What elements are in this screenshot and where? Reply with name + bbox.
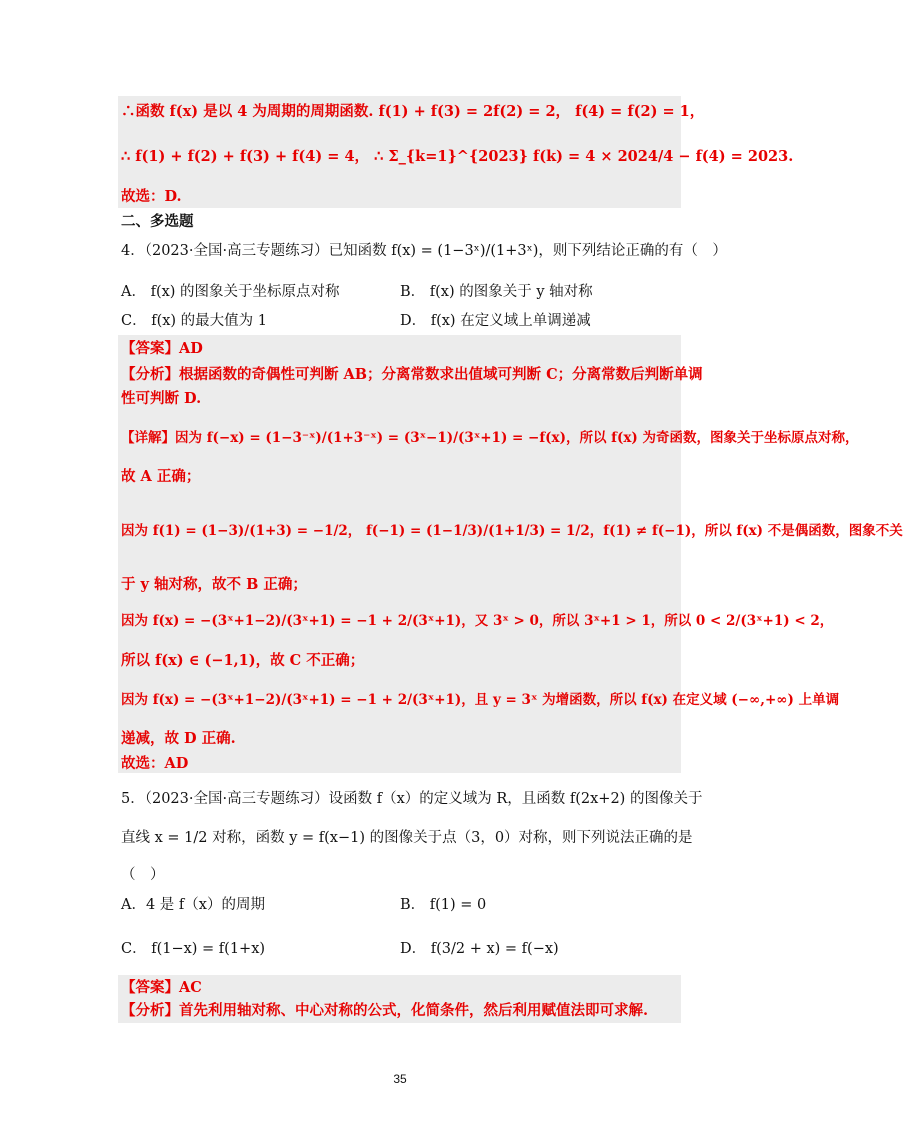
q4-detail-line-5: 因为 f(x) = −(3ˣ+1−2)/(3ˣ+1) = −1 + 2/(3ˣ+1)，又 3ˣ > 0，所以 3ˣ+1 > 1，所以 0 < 2/(3ˣ+1) < 2， — [121, 613, 834, 629]
q4-detail-line-6: 所以 f(x) ∈ (−1,1)，故 C 不正确； — [121, 652, 365, 669]
q4-option-d: D． f(x) 在定义域上单调递减 — [400, 313, 591, 329]
q5-option-c: C． f(1−x) = f(1+x) — [121, 941, 266, 957]
q5-option-a: A．4 是 f（x）的周期 — [121, 897, 265, 913]
q4-detail-line-1: 【详解】因为 f(−x) = (1−3⁻ˣ)/(1+3⁻ˣ) = (3ˣ−1)/(3ˣ+1) = −f(x)，所以 f(x) 为奇函数，图象关于坐标原点对称， — [121, 430, 859, 446]
q4-detail-line-8: 递减，故 D 正确. — [121, 730, 236, 747]
q4-analysis-line-2: 性可判断 D. — [121, 390, 202, 407]
q5-option-b: B． f(1) = 0 — [400, 897, 487, 913]
top-solution-line-1: ∴函数 f(x) 是以 4 为周期的周期函数. f(1) + f(3) = 2f(2) = 2， f(4) = f(2) = 1， — [121, 103, 705, 120]
q4-option-b: B． f(x) 的图象关于 y 轴对称 — [400, 284, 593, 300]
q5-stem-line-1: 5．（2023·全国·高三专题练习）设函数 f（x）的定义域为 R，且函数 f(2x+2) 的图像关于 — [121, 791, 703, 807]
q5-stem-line-3: （ ） — [121, 867, 165, 883]
q4-detail-line-4: 于 y 轴对称，故不 B 正确； — [121, 576, 307, 593]
q4-stem: 4．（2023·全国·高三专题练习）已知函数 f(x) = (1−3ˣ)/(1+3ˣ)，则下列结论正确的有（ ） — [121, 243, 727, 259]
q4-choice: 故选：AD — [121, 755, 189, 772]
q5-option-d: D． f(3/2 + x) = f(−x) — [400, 941, 559, 957]
q4-detail-line-2: 故 A 正确； — [121, 468, 201, 485]
page-number: 35 — [393, 1072, 407, 1086]
q5-stem-line-2: 直线 x = 1/2 对称，函数 y = f(x−1) 的图像关于点（3，0）对称，则下列说法正确的是 — [121, 830, 693, 846]
section-heading: 二、多选题 — [121, 213, 194, 230]
q4-answer: 【答案】AD — [121, 340, 203, 357]
q4-detail-line-7: 因为 f(x) = −(3ˣ+1−2)/(3ˣ+1) = −1 + 2/(3ˣ+1)，且 y = 3ˣ 为增函数，所以 f(x) 在定义域 (−∞,+∞) 上单调 — [121, 692, 840, 708]
top-solution-line-2: ∴ f(1) + f(2) + f(3) + f(4) = 4， ∴ Σ_{k=1}^{2023} f(k) = 4 × 2024/4 − f(4) = 2023. — [121, 148, 794, 165]
q5-answer: 【答案】AC — [121, 979, 202, 996]
q4-option-c: C． f(x) 的最大值为 1 — [121, 313, 268, 329]
top-solution-choice: 故选：D. — [121, 188, 182, 205]
q4-option-a: A． f(x) 的图象关于坐标原点对称 — [121, 284, 340, 300]
q4-analysis-line-1: 【分析】根据函数的奇偶性可判断 AB；分离常数求出值域可判断 C；分离常数后判断单调 — [121, 366, 703, 383]
q5-analysis: 【分析】首先利用轴对称、中心对称的公式，化简条件，然后利用赋值法即可求解. — [121, 1002, 649, 1019]
q4-detail-line-3: 因为 f(1) = (1−3)/(1+3) = −1/2， f(−1) = (1−1/3)/(1+1/3) = 1/2，f(1) ≠ f(−1)，所以 f(x) 不是偶函数，图象不关 — [121, 523, 903, 539]
